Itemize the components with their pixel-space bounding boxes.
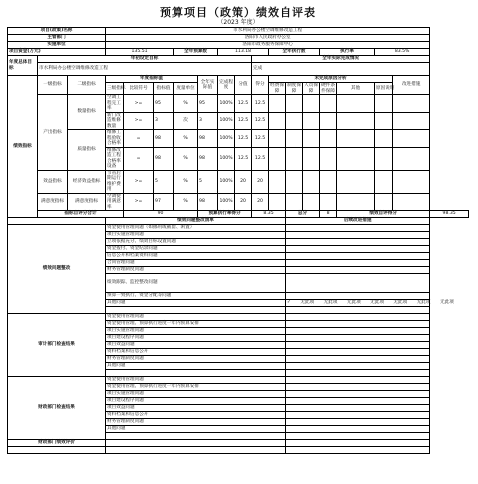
- unit-label: 实施单位: [8, 42, 106, 49]
- hdr-value: 指标值: [154, 83, 174, 95]
- hdr-col2: 二级指标: [68, 76, 106, 95]
- check-item: 无此项: [323, 300, 338, 306]
- s3-item: 其他问题: [106, 426, 286, 433]
- row4-cmp: >=: [124, 170, 154, 193]
- s1-item: 项目实施管理问题: [106, 232, 286, 239]
- group-satisfy: 满意度指标: [38, 193, 68, 211]
- row3-cmp: =: [124, 147, 154, 170]
- row3-val: 98: [154, 147, 174, 170]
- dept-label: 主管部门: [8, 35, 106, 42]
- hdr-col3: 三级指标: [106, 83, 124, 95]
- check-item: 无此项: [439, 300, 454, 306]
- section2-label: 审计部门检查结果: [8, 314, 106, 377]
- row2-name: 维修工程验收合格率: [106, 130, 124, 148]
- check-item: 无此项: [300, 300, 315, 306]
- check-item: 无此项: [370, 300, 384, 306]
- goals-actual-label: 全年实际完成情况: [252, 56, 430, 63]
- project-name-value: 市水利局办公楼空调维修改造工程: [106, 28, 430, 35]
- s2-item: 项目建设程序问题: [106, 335, 286, 342]
- check-item: 无此项: [416, 300, 431, 306]
- evaluation-table: [7, 27, 469, 454]
- s2-item: 项目实施管理问题: [106, 328, 286, 335]
- s2-item: 其他问题: [106, 363, 286, 370]
- row2-actual: 98: [198, 130, 218, 148]
- hdr-actual: 全年实际值: [198, 76, 218, 95]
- s3-item: 资金使用管理、预算执行进度一年内预算安排: [106, 384, 286, 391]
- row0-rate: 100%: [218, 95, 235, 113]
- hdr-a2: 制度保障: [287, 83, 301, 94]
- mgmt-header-left: 绩效问题整改清单: [106, 218, 286, 225]
- funds-label: 项目资金(万元): [8, 49, 106, 56]
- s3-item: 财务管理制度问题: [106, 419, 286, 426]
- page-subtitle: （2023 年度）: [217, 19, 259, 26]
- s3-item: 资料档案和信息公开: [106, 412, 286, 419]
- section1-label: 绩效问题整改: [8, 225, 106, 314]
- hdr-year-target: 年度指标值: [106, 76, 198, 83]
- project-name-label: 项目(政策)名称: [8, 28, 106, 35]
- hdr-a1: 经费保障: [270, 83, 284, 94]
- row2-rate: 100%: [218, 130, 235, 148]
- row0-val: 95: [154, 95, 174, 113]
- exec-label: 全年执行数: [269, 49, 320, 56]
- hdr-compare: 比较符号: [124, 83, 154, 95]
- budget-label: 全年预算数: [174, 49, 218, 56]
- row3-rate: 100%: [218, 147, 235, 170]
- row5-name: 空调使用满意率: [106, 193, 124, 211]
- row0-unit: %: [174, 95, 198, 113]
- hdr-col1: 一级指标: [38, 76, 68, 95]
- s1-item: 信息公开和档案资料问题: [106, 253, 286, 260]
- hdr-analysis: 未完成原因分析: [269, 76, 393, 83]
- rate-value: 83.5%: [375, 49, 430, 56]
- row1-val: 3: [154, 112, 174, 130]
- row0-score: 12.5: [252, 95, 269, 113]
- row4-actual: 5: [198, 170, 218, 193]
- goals-actual-value: 完成: [252, 63, 430, 76]
- row1-actual: 3: [198, 112, 218, 130]
- row1-unit: 次: [174, 112, 198, 130]
- row5-rate: 100%: [218, 193, 235, 211]
- self-eval-value: 98.35: [430, 211, 469, 218]
- row4-rate: 100%: [218, 170, 235, 193]
- budget-score-label: 预算执行率得分: [198, 211, 252, 218]
- row1-name: 新门改造维修数量: [106, 112, 124, 130]
- row2-score: 12.5: [252, 130, 269, 148]
- row3-actual: 98: [198, 147, 218, 170]
- row4-name: 节省后期运行维护费用: [106, 170, 124, 193]
- row3-name: 维修改造工程合格率设备: [106, 147, 124, 170]
- s1-item: 合同管理问题: [106, 260, 286, 267]
- row3-unit: %: [174, 147, 198, 170]
- unit-value: 洛阳市政务服务保障中心: [106, 42, 430, 49]
- s3-item: 项目效益问题: [106, 405, 286, 412]
- row5-val: 97: [154, 193, 174, 211]
- s1-item: 绩效跟踪、监控整改问题: [106, 274, 286, 293]
- s2-item: 项目效益问题: [106, 342, 286, 349]
- row5-sub: 满意度指标: [68, 193, 106, 211]
- row0-cmp: >=: [124, 95, 154, 113]
- row1-score: 12.5: [252, 112, 269, 130]
- total-value: 90: [124, 211, 198, 218]
- row1-cmp: >=: [124, 112, 154, 130]
- row1-rate: 100%: [218, 112, 235, 130]
- indicators-tier-label: 绩效指标: [8, 76, 38, 218]
- goals-plan-value: 市水利局办公楼空调维修改造工程: [38, 63, 252, 76]
- hdr-a5: 其他: [337, 83, 375, 95]
- hdr-a3: 人员保障: [304, 83, 318, 94]
- s2-item: 资金使用管理、预算执行进度一年内预算安排: [106, 321, 286, 328]
- total-label: 指标自评分合计: [38, 211, 124, 218]
- row3-score: 12.5: [252, 147, 269, 170]
- s1-item: 预算一致执行、资金分配等问题: [106, 293, 286, 300]
- hdr-unit: 度量单位: [174, 83, 198, 95]
- dept-value: 洛阳市人民政府办公室: [106, 35, 430, 42]
- s1-item: 财务管理制度问题: [106, 267, 286, 274]
- row5-weight: 20: [235, 193, 252, 211]
- row1-weight: 12.5: [235, 112, 252, 130]
- group-effect: 效益指标: [38, 170, 68, 193]
- row4-weight: 20: [235, 170, 252, 193]
- s3-item: 项目实施管理问题: [106, 391, 286, 398]
- hdr-rate: 完成程度: [218, 76, 235, 95]
- s1-item: 资金使用管理问题（如挪用或截留、闲置）: [106, 225, 286, 232]
- s2-item: 资金使用管理问题: [106, 314, 286, 321]
- row5-unit: %: [174, 193, 198, 211]
- section3-label: 财政部门检查结果: [8, 377, 106, 440]
- hdr-weight: 分值: [235, 76, 252, 95]
- row4-score: 20: [252, 170, 269, 193]
- budget-value: 135.51: [106, 49, 174, 56]
- rate-label: 执行率: [320, 49, 375, 56]
- row2-sub: 质量指标: [68, 130, 106, 171]
- goals-label: 年度总体目标: [8, 56, 38, 76]
- row4-unit: %: [174, 170, 198, 193]
- hdr-a4: 硬件条件保障: [321, 83, 335, 94]
- row0-actual: 95: [198, 95, 218, 113]
- check-item: 无此项: [346, 300, 361, 306]
- group-output: 产出指标: [38, 95, 68, 171]
- budget-score-value: 8.35: [252, 211, 286, 218]
- row2-unit: %: [174, 130, 198, 148]
- row0-weight: 12.5: [235, 95, 252, 113]
- hdr-improve: 改进措施: [393, 76, 430, 95]
- self-eval-label: 绩效自评得分: [337, 211, 430, 218]
- check-item: 无此项: [393, 300, 408, 306]
- s1-item: 立项依据充分、绩效目标设置问题: [106, 239, 286, 246]
- row0-sub: 数量指标: [68, 95, 106, 130]
- page-title: 预算项目（政策）绩效自评表: [160, 6, 316, 19]
- row0-name: 空调工程完工率: [106, 95, 124, 113]
- hdr-score: 得分: [252, 76, 269, 95]
- self-evaluation-sheet: [7, 7, 469, 454]
- s3-item: 资金使用管理问题: [106, 377, 286, 384]
- row2-weight: 12.5: [235, 130, 252, 148]
- s3-item: 项目建设程序问题: [106, 398, 286, 405]
- row5-score: 20: [252, 193, 269, 211]
- total-score-value: 8: [320, 211, 337, 218]
- row5-actual: 98: [198, 193, 218, 211]
- row4-sub: 经济效益指标: [68, 170, 106, 193]
- s2-item: 财务管理制度问题: [106, 356, 286, 363]
- check-row: [286, 300, 454, 307]
- goals-plan-label: 年初设定目标: [38, 56, 252, 63]
- check-icon: ✓: [287, 300, 291, 306]
- row2-cmp: =: [124, 130, 154, 148]
- s1-item: 其他问题: [106, 300, 286, 307]
- section4-label: 财政部门绩效评价: [8, 440, 106, 447]
- row5-cmp: >=: [124, 193, 154, 211]
- s2-item: 资料档案和信息公开: [106, 349, 286, 356]
- hdr-a6: 原因说明: [375, 83, 393, 95]
- row2-val: 98: [154, 130, 174, 148]
- exec-value: 113.18: [218, 49, 269, 56]
- row4-val: 5: [154, 170, 174, 193]
- total-score-label: 总分: [286, 211, 320, 218]
- mgmt-header-right: 后续改进措施: [286, 218, 430, 225]
- row3-weight: 12.5: [235, 147, 252, 170]
- s1-item: 资金拨付、资金结余问题: [106, 246, 286, 253]
